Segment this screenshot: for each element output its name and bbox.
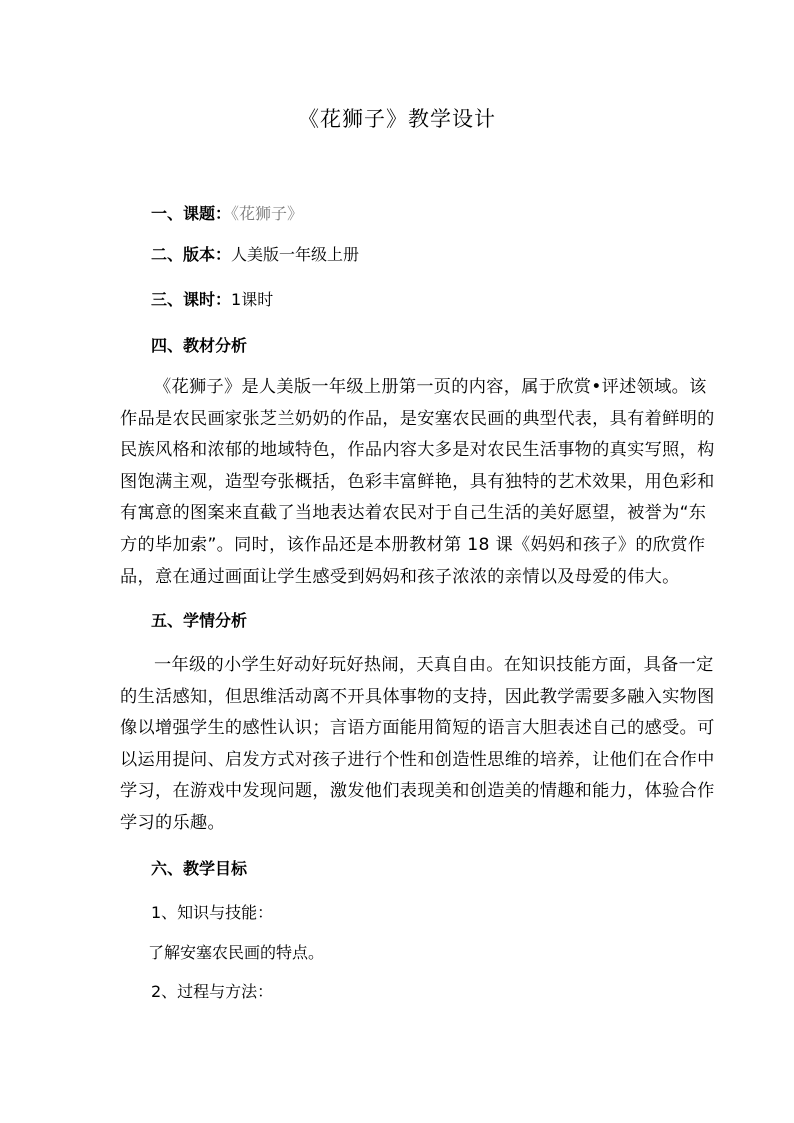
paragraph-line: 民族风格和浓郁的地域特色，作品内容大多是对农民生活事物的真实写照，构: [120, 440, 715, 461]
item-edition-label: 二、版本：: [151, 245, 232, 264]
section-6-heading: 六、教学目标: [151, 859, 248, 878]
paragraph-line: 《花狮子》是人美版一年级上册第一页的内容，属于欣赏•评述领域。该: [154, 377, 707, 397]
paragraph-line: 图饱满主观，造型夸张概括，色彩丰富鲜艳，具有独特的艺术效果，用色彩和: [120, 471, 715, 492]
goal-2-heading: 2、过程与方法：: [151, 982, 274, 1001]
item-period: [151, 288, 273, 312]
item-edition: [151, 243, 359, 267]
paragraph-line: 学习的乐趣。: [120, 812, 225, 833]
paragraph-line: 的生活感知，但思维活动离不开具体事物的支持，因此教学需要多融入实物图: [120, 686, 715, 707]
section-4-heading: 四、教材分析: [151, 336, 248, 355]
paragraph-line: 作品是农民画家张芝兰奶奶的作品，是安塞农民画的典型代表，具有着鲜明的: [120, 408, 715, 429]
item-topic: [151, 202, 303, 226]
section-4-paragraph: [120, 372, 715, 593]
paragraph-line: 以运用提问、启发方式对孩子进行个性和创造性思维的培养，让他们在合作中: [120, 749, 715, 770]
item-topic-label: 一、课题：: [151, 204, 232, 223]
paragraph-line: 有寓意的图案来直截了当地表达着农民对于自己生活的美好愿望，被誉为“东: [120, 503, 707, 524]
item-topic-value: 《花狮子》: [231, 204, 304, 223]
goal-1-heading: 1、知识与技能：: [151, 903, 274, 922]
item-period-value: 1课时: [231, 290, 274, 309]
section-5-paragraph: [120, 650, 715, 840]
item-period-label: 三、课时：: [151, 290, 232, 309]
document-title: 《花狮子》教学设计: [298, 107, 496, 131]
paragraph-line: 方的毕加索”。同时，该作品还是本册教材第 18 课《妈妈和孩子》的欣赏作: [120, 534, 706, 555]
section-5-heading: 五、学情分析: [151, 611, 248, 630]
paragraph-line: 一年级的小学生好动好玩好热闹，天真自由。在知识技能方面，具备一定: [154, 655, 714, 675]
paragraph-line: 像以增强学生的感性认识；言语方面能用简短的语言大胆表述自己的感受。可: [120, 718, 715, 739]
paragraph-line: 学习，在游戏中发现问题，激发他们表现美和创造美的情趣和能力，体验合作: [120, 781, 715, 802]
paragraph-line: 品，意在通过画面让学生感受到妈妈和孩子浓浓的亲情以及母爱的伟大。: [120, 566, 680, 587]
item-edition-value: 人美版一年级上册: [231, 245, 360, 264]
goal-1-text: 了解安塞农民画的特点。: [148, 943, 325, 962]
